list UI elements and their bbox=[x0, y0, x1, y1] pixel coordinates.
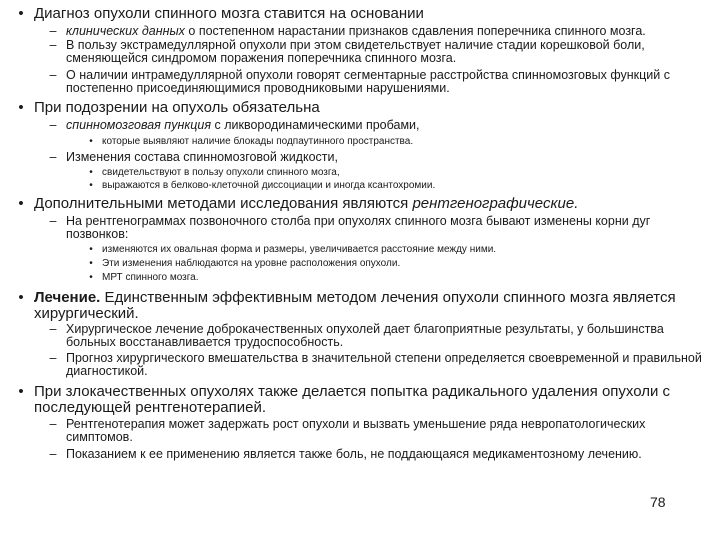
sub-item-text: В пользу экстрамедуллярной опухоли при этом свидетельствует наличие стадии корешковой боли, сменяющейся синдромом поражения поперечника спинного мозга. bbox=[66, 38, 645, 65]
bullet-text bbox=[34, 290, 708, 322]
dash-icon: – bbox=[49, 417, 57, 431]
strong-label: Лечение. bbox=[34, 289, 101, 306]
dash-icon: – bbox=[49, 351, 57, 365]
bullet-icon: • bbox=[18, 383, 24, 400]
bullet-text: При подозрении на опухоль обязательна bbox=[34, 99, 320, 116]
dash-icon: – bbox=[49, 150, 57, 164]
detail-item bbox=[80, 136, 708, 148]
dash-icon: – bbox=[49, 214, 57, 228]
detail-item bbox=[80, 180, 708, 192]
bullet-diagnosis bbox=[8, 6, 708, 22]
sub-item bbox=[40, 352, 708, 378]
detail-item bbox=[80, 258, 708, 270]
bullet-text: Диагноз опухоли спинного мозга ставится на основании bbox=[34, 5, 424, 22]
bullet-malignant bbox=[8, 384, 708, 416]
sub-item-text: Изменения состава спинномозговой жидкости, bbox=[66, 150, 338, 164]
bullet-icon: • bbox=[89, 258, 93, 269]
sub-item-text: Прогноз хирургического вмешательства в значительной степени определяется своевременной и правильной диагностикой. bbox=[66, 351, 702, 378]
sub-item bbox=[40, 418, 708, 444]
detail-text: МРТ спинного мозга. bbox=[102, 272, 199, 283]
bullet-icon: • bbox=[89, 136, 93, 147]
emphasis: рентгенографические. bbox=[412, 195, 579, 212]
sub-item bbox=[40, 119, 708, 132]
dash-icon: – bbox=[49, 38, 57, 52]
detail-text: выражаются в белково-клеточной диссоциации и иногда ксантохромии. bbox=[102, 180, 436, 191]
sub-item-text: На рентгенограммах позвоночного столба при опухолях спинного мозга бывают изменены корни дуг позвонков: bbox=[66, 214, 651, 241]
sub-item-text: Хирургическое лечение доброкачественных опухолей дает благоприятные результаты, у большинства больных восстанавливается трудоспособность. bbox=[66, 322, 664, 349]
bullet-icon: • bbox=[18, 99, 24, 116]
sub-item-text bbox=[66, 25, 708, 38]
dash-icon: – bbox=[49, 24, 57, 38]
bullet-icon: • bbox=[18, 5, 24, 22]
sub-item bbox=[40, 323, 708, 349]
bullet-methods bbox=[8, 196, 708, 212]
bullet-icon: • bbox=[18, 195, 24, 212]
detail-item bbox=[80, 167, 708, 179]
bullet-puncture bbox=[8, 100, 708, 116]
dash-icon: – bbox=[49, 322, 57, 336]
sub-item bbox=[40, 69, 708, 95]
bullet-icon: • bbox=[18, 289, 24, 306]
sub-item bbox=[40, 39, 708, 65]
bullet-icon: • bbox=[89, 272, 93, 283]
text-run: Единственным эффективным методом лечения опухоли спинного мозга является хирургический. bbox=[34, 289, 676, 322]
page-number: 78 bbox=[650, 494, 666, 510]
sub-item-text: Показанием к ее применению является также боль, не поддающаяся медикаментозному лечению. bbox=[66, 447, 642, 461]
sub-item bbox=[40, 448, 708, 461]
sub-item-text: Рентгенотерапия может задержать рост опухоли и вызвать уменьшение ряда невропатологических симптомов. bbox=[66, 417, 646, 444]
sub-item bbox=[40, 25, 708, 38]
bullet-text: При злокачественных опухолях также делается попытка радикального удаления опухоли с последующей рентгенотерапией. bbox=[34, 383, 671, 416]
sub-item bbox=[40, 215, 708, 241]
dash-icon: – bbox=[49, 68, 57, 82]
emphasis: спинномозговая пункция bbox=[66, 118, 211, 132]
bullet-treatment bbox=[8, 290, 708, 322]
detail-text: Эти изменения наблюдаются на уровне расположения опухоли. bbox=[102, 258, 401, 269]
emphasis: клинических данных bbox=[66, 24, 185, 38]
dash-icon: – bbox=[49, 447, 57, 461]
bullet-icon: • bbox=[89, 167, 93, 178]
dash-icon: – bbox=[49, 118, 57, 132]
bullet-text bbox=[34, 196, 708, 212]
text-run: с ликвородинамическими пробами, bbox=[211, 118, 420, 132]
bullet-icon: • bbox=[89, 244, 93, 255]
sub-item-text bbox=[66, 119, 708, 132]
detail-text: изменяются их овальная форма и размеры, увеличивается расстояние между ними. bbox=[102, 244, 497, 255]
detail-item bbox=[80, 272, 708, 284]
detail-text: свидетельствуют в пользу опухоли спинного мозга, bbox=[102, 167, 340, 178]
sub-item-text: О наличии интрамедуллярной опухоли говорят сегментарные расстройства спинномозговых функций с постепенно присоединяющимися проводниковыми нарушениями. bbox=[66, 68, 670, 95]
text-run: о постепенном нарастании признаков сдавления поперечника спинного мозга. bbox=[184, 24, 646, 38]
detail-text: которые выявляют наличие блокады подпаутинного пространства. bbox=[102, 136, 414, 147]
bullet-icon: • bbox=[89, 180, 93, 191]
detail-item bbox=[80, 244, 708, 256]
text-run: Дополнительными методами исследования являются bbox=[34, 195, 413, 212]
sub-item bbox=[40, 151, 708, 164]
